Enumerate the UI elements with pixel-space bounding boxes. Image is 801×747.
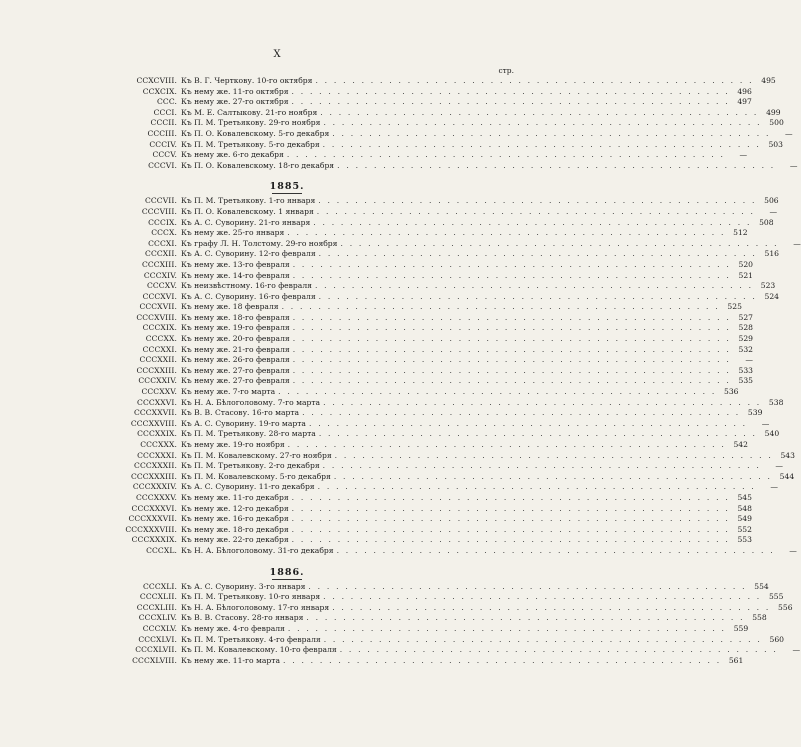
entry-number: CCCXL.: [146, 545, 177, 555]
entry-page: 556: [778, 602, 793, 612]
entry-page: 548: [737, 503, 752, 513]
entry-page: 525: [727, 302, 742, 312]
entry-title: Къ нему же. 7-го марта: [181, 387, 276, 397]
entry-page: 553: [737, 535, 752, 545]
page-number: X: [273, 49, 282, 60]
entry-title: Къ А. С. Суворину. 16-го февраля: [181, 291, 316, 301]
toc-entry: [60, 249, 779, 260]
entry-number: CCCXIX.: [142, 323, 177, 333]
entry-page: —: [789, 160, 798, 170]
dot-leader: . . . . . . . . . . . . . . . . . . . . . . . . . . . . . . . . . . . . . . . . . . . . . . . .: [292, 259, 732, 269]
dot-leader: . . . . . . . . . . . . . . . . . . . . . . . . . . . . . . . . . . . . . . . . . . . . . . . .: [322, 461, 761, 471]
entry-title: Къ нему же. 18-го декабря: [181, 524, 289, 534]
entry-page: 499: [766, 107, 781, 117]
entry-page: —: [761, 418, 770, 428]
dot-leader: . . . . . . . . . . . . . . . . . . . . . . . . . . . . . . . . . . . . . . . . . . . . . . . .: [323, 397, 762, 407]
entry-page: —: [769, 206, 778, 216]
entry-title: Къ нему же. 27-го февраля: [181, 376, 290, 386]
entry-number: CCCXIII.: [141, 259, 177, 269]
entry-title: Къ нему же. 16-го декабря: [181, 514, 289, 524]
entry-page: —: [793, 238, 801, 248]
toc-entry: [60, 97, 752, 108]
entry-title: Къ П. М. Третьякову. 28-го марта: [181, 429, 316, 439]
entry-number: CCCIV.: [149, 139, 177, 149]
entry-page: —: [785, 128, 793, 138]
entry-page: 561: [728, 655, 744, 665]
entry-page: 545: [737, 492, 752, 502]
entry-title: Къ П. М. Ковалевскому. 27-го ноября: [181, 450, 332, 460]
dot-leader: . . . . . . . . . . . . . . . . . . . . . . . . . . . . . . . . . . . . . . . . . . . . . . . .: [292, 334, 732, 344]
dot-leader: . . . . . . . . . . . . . . . . . . . . . . . . . . . . . . . . . . . . . . . . . . . . . . . .: [292, 355, 732, 365]
entry-number: CCCVIII.: [141, 206, 177, 216]
entry-number: CCCXLIII.: [136, 602, 177, 612]
entry-number: CCCXXXVI.: [131, 503, 177, 513]
entry-title: Къ нему же. 27-го февраля: [181, 365, 290, 375]
dot-leader: . . . . . . . . . . . . . . . . . . . . . . . . . . . . . . . . . . . . . . . . . . . . . . . .: [317, 482, 756, 492]
toc-entry: [60, 139, 783, 151]
entry-page: 536: [724, 387, 739, 397]
entry-number: CCCXLII.: [139, 592, 177, 602]
entry-page: 543: [780, 450, 795, 460]
dot-leader: . . . . . . . . . . . . . . . . . . . . . . . . . . . . . . . . . . . . . . . . . . . . . . . .: [286, 150, 726, 160]
entry-page: 528: [738, 323, 754, 333]
dot-leader: . . . . . . . . . . . . . . . . . . . . . . . . . . . . . . . . . . . . . . . . . . . . . . . .: [340, 238, 779, 248]
dot-leader: . . . . . . . . . . . . . . . . . . . . . . . . . . . . . . . . . . . . . . . . . . . . . . . .: [292, 376, 732, 386]
dot-leader: . . . . . . . . . . . . . . . . . . . . . . . . . . . . . . . . . . . . . . . . . . . . . . . .: [323, 634, 763, 644]
entry-title: Къ Н. А. Бѣлоголовому. 31-го декабря: [181, 545, 334, 555]
toc-entry: [60, 86, 752, 98]
toc-entry: [60, 429, 780, 440]
entry-title: Къ П. М. Третьякову. 4-го февраля: [181, 634, 321, 644]
toc-entry: [60, 365, 754, 377]
entry-page: 532: [738, 344, 754, 354]
entry-number: CCCXVII.: [139, 302, 177, 312]
entry-page: 558: [752, 613, 767, 623]
entry-title: Къ Н. А. Бѣлоголовому. 7-го марта: [181, 397, 321, 407]
dot-leader: . . . . . . . . . . . . . . . . . . . . . . . . . . . . . . . . . . . . . . . . . . . . . . . .: [291, 524, 730, 534]
entry-page: 512: [733, 228, 748, 238]
entry-page: 527: [738, 312, 754, 322]
entry-page: —: [792, 645, 801, 655]
entry-page: —: [789, 545, 797, 555]
entry-number: CCCXXXIII.: [130, 471, 177, 481]
dot-leader: . . . . . . . . . . . . . . . . . . . . . . . . . . . . . . . . . . . . . . . . . . . . . . . .: [316, 206, 756, 216]
dot-leader: . . . . . . . . . . . . . . . . . . . . . . . . . . . . . . . . . . . . . . . . . . . . . . . .: [336, 545, 775, 555]
year-heading: 1886.: [60, 562, 514, 582]
toc-entry: [60, 581, 769, 593]
entry-number: CCCXXXVII.: [128, 514, 177, 524]
entry-number: CCCXXV.: [141, 387, 177, 397]
entry-title: Къ П. О. Ковалевскому. 5-го декабря: [181, 128, 330, 138]
toc-entry: [60, 281, 776, 292]
entry-title: Къ П. О. Ковалевскому. 18-го декабря: [181, 160, 335, 170]
entry-number: CCCII.: [150, 118, 177, 128]
dot-leader: . . . . . . . . . . . . . . . . . . . . . . . . . . . . . . . . . . . . . . . . . . . . . . . .: [332, 128, 771, 138]
entry-title: Къ А. С. Суворину. 11-го декабря: [181, 482, 315, 492]
toc-entry: [60, 387, 739, 398]
dot-leader: . . . . . . . . . . . . . . . . . . . . . . . . . . . . . . . . . . . . . . . . . . . . . . . .: [318, 249, 757, 259]
entry-page: 539: [747, 408, 763, 418]
dot-leader: . . . . . . . . . . . . . . . . . . . . . . . . . . . . . . . . . . . . . . . . . . . . . . . .: [292, 312, 732, 322]
entry-page: 552: [737, 524, 752, 534]
entry-page: 549: [737, 514, 752, 524]
toc-entry: [60, 613, 767, 624]
entry-page: 516: [764, 249, 779, 259]
entry-number: CCCXI.: [148, 238, 177, 248]
dot-leader: . . . . . . . . . . . . . . . . . . . . . . . . . . . . . . . . . . . . . . . . . . . . . . . .: [291, 514, 730, 524]
toc-entry: [60, 196, 779, 207]
entry-number: CCCXXIX.: [137, 429, 177, 439]
entry-number: CCCVII.: [144, 196, 177, 206]
entry-page: 495: [761, 76, 776, 85]
entry-page: 540: [764, 429, 780, 439]
entry-page: 538: [768, 397, 784, 407]
toc-entry: [60, 418, 770, 430]
dot-leader: . . . . . . . . . . . . . . . . . . . . . . . . . . . . . . . . . . . . . . . . . . . . . . . .: [306, 613, 745, 623]
toc-entry: [60, 602, 793, 614]
entry-page: 544: [779, 471, 795, 481]
entry-page: 523: [760, 281, 776, 291]
dot-leader: . . . . . . . . . . . . . . . . . . . . . . . . . . . . . . . . . . . . . . . . . . . . . . . .: [283, 655, 722, 665]
dot-leader: . . . . . . . . . . . . . . . . . . . . . . . . . . . . . . . . . . . . . . . . . . . . . . . .: [318, 291, 757, 301]
entry-title: Къ П. О. Ковалевскому. 1 января: [181, 206, 314, 216]
toc-entry: [60, 312, 754, 324]
entry-page: 506: [764, 196, 779, 206]
entry-number: CCCI.: [153, 107, 177, 117]
toc-entry: [60, 524, 752, 536]
dot-leader: . . . . . . . . . . . . . . . . . . . . . . . . . . . . . . . . . . . . . . . . . . . . . . . .: [287, 228, 726, 238]
toc-entry: [60, 535, 752, 546]
dot-leader: . . . . . . . . . . . . . . . . . . . . . . . . . . . . . . . . . . . . . . . . . . . . . . . .: [315, 76, 754, 85]
dot-leader: . . . . . . . . . . . . . . . . . . . . . . . . . . . . . . . . . . . . . . . . . . . . . . . .: [287, 440, 726, 449]
toc-entry: [60, 118, 784, 129]
toc-entry: [60, 450, 795, 462]
toc-entry: [60, 107, 781, 119]
entry-page: 560: [769, 634, 785, 644]
toc-entry: [60, 623, 749, 635]
toc-entry: [60, 228, 748, 239]
entry-title: Къ нему же. 11-го марта: [181, 655, 280, 665]
entry-number: CCCXVIII.: [136, 312, 177, 322]
entry-number: CCCXXVIII.: [130, 418, 177, 428]
entry-title: Къ П. М. Третьякову. 1-го января: [181, 196, 316, 206]
entry-title: Къ А. С. Суворину. 21-го января: [181, 217, 311, 227]
dot-leader: . . . . . . . . . . . . . . . . . . . . . . . . . . . . . . . . . . . . . . . . . . . . . . . .: [320, 107, 759, 117]
toc-entry: [60, 217, 774, 229]
toc-entry: [60, 461, 783, 472]
entry-number: CCCXIV.: [143, 270, 177, 280]
entry-title: Къ нему же. 26-го февраля: [181, 355, 290, 365]
entry-number: CCCXXXII.: [134, 461, 177, 471]
toc-entry: [60, 206, 778, 218]
toc-entry: [60, 634, 785, 646]
entry-title: Къ Н. А. Бѣлоголовому. 17-го января: [181, 602, 330, 612]
entry-title: Къ П. М. Третьякову. 29-го ноября: [181, 118, 321, 128]
entry-title: Къ нему же. 21-го февраля: [181, 344, 290, 354]
entry-title: Къ В. Г. Черткову. 10-го октября: [181, 76, 313, 85]
dot-leader: . . . . . . . . . . . . . . . . . . . . . . . . . . . . . . . . . . . . . . . . . . . . . . . .: [278, 387, 717, 397]
entry-title: Къ неизвѣстному. 16-го февраля: [181, 281, 312, 291]
entry-number: CCCV.: [152, 150, 177, 160]
entry-title: Къ П. М. Третьякову. 2-го декабря: [181, 461, 320, 471]
entry-number: CCXCIX.: [142, 86, 177, 96]
entry-title: Къ В. В. Стасову. 16-го марта: [181, 408, 300, 418]
entry-number: CCCXLI.: [143, 581, 177, 591]
entry-number: CCCXLVII.: [135, 645, 177, 655]
entry-title: Къ нему же. 18 февраля: [181, 302, 279, 312]
entry-title: Къ нему же. 22-го декабря: [181, 535, 289, 545]
dot-leader: . . . . . . . . . . . . . . . . . . . . . . . . . . . . . . . . . . . . . . . . . . . . . . . .: [291, 492, 730, 502]
dot-leader: . . . . . . . . . . . . . . . . . . . . . . . . . . . . . . . . . . . . . . . . . . . . . . . .: [291, 86, 730, 96]
entry-page: 554: [754, 581, 769, 591]
toc-entry: [60, 323, 754, 334]
entry-page: 521: [738, 270, 754, 280]
dot-leader: . . . . . . . . . . . . . . . . . . . . . . . . . . . . . . . . . . . . . . . . . . . . . . . .: [287, 623, 727, 633]
dot-leader: . . . . . . . . . . . . . . . . . . . . . . . . . . . . . . . . . . . . . . . . . . . . . . . .: [308, 418, 748, 428]
entry-title: Къ П. М. Ковалевскому. 10-го февраля: [181, 645, 337, 655]
toc-entry: [60, 150, 748, 161]
table-of-contents: [60, 76, 801, 666]
dot-leader: . . . . . . . . . . . . . . . . . . . . . . . . . . . . . . . . . . . . . . . . . . . . . . . .: [332, 602, 771, 612]
entry-page: 542: [733, 440, 748, 449]
entry-title: Къ М. Е. Салтыкову. 21-го ноября: [181, 107, 318, 117]
entry-number: CCCXXXVIII.: [125, 524, 177, 534]
dot-leader: . . . . . . . . . . . . . . . . . . . . . . . . . . . . . . . . . . . . . . . . . . . . . . . .: [291, 503, 730, 513]
toc-entry: [60, 355, 754, 366]
entry-title: Къ нему же. 11-го декабря: [181, 492, 289, 502]
toc-entry: [60, 302, 742, 313]
dot-leader: . . . . . . . . . . . . . . . . . . . . . . . . . . . . . . . . . . . . . . . . . . . . . . . .: [292, 270, 732, 280]
toc-entry: [60, 291, 779, 303]
page-column-label: стр.: [498, 66, 514, 75]
toc-entry: [60, 376, 754, 387]
entry-number: CCCIII.: [147, 128, 177, 138]
entry-number: CCCXXI.: [142, 344, 177, 354]
entry-title: Къ нему же. 25-го января: [181, 228, 285, 238]
toc-entry: [60, 408, 763, 419]
entry-title: Къ нему же. 12-го декабря: [181, 503, 289, 513]
entry-page: —: [745, 355, 754, 365]
toc-entry: [60, 592, 784, 603]
dot-leader: . . . . . . . . . . . . . . . . . . . . . . . . . . . . . . . . . . . . . . . . . . . . . . . .: [292, 323, 732, 333]
dot-leader: . . . . . . . . . . . . . . . . . . . . . . . . . . . . . . . . . . . . . . . . . . . . . . . .: [302, 408, 741, 418]
entry-number: CCCXXXIV.: [132, 482, 177, 492]
entry-title: Къ нему же. 14-го февраля: [181, 270, 290, 280]
dot-leader: . . . . . . . . . . . . . . . . . . . . . . . . . . . . . . . . . . . . . . . . . . . . . . . .: [313, 217, 752, 227]
entry-number: CCCXV.: [146, 281, 177, 291]
entry-page: 503: [768, 139, 783, 149]
dot-leader: . . . . . . . . . . . . . . . . . . . . . . . . . . . . . . . . . . . . . . . . . . . . . . . .: [292, 344, 732, 354]
entry-number: CCCXLVIII.: [132, 655, 177, 665]
dot-leader: . . . . . . . . . . . . . . . . . . . . . . . . . . . . . . . . . . . . . . . . . . . . . . . .: [337, 160, 776, 170]
entry-number: CCCXXXIX.: [131, 535, 177, 545]
dot-leader: . . . . . . . . . . . . . . . . . . . . . . . . . . . . . . . . . . . . . . . . . . . . . . . .: [323, 592, 762, 602]
entry-page: 529: [738, 334, 754, 344]
entry-title: Къ нему же. 4-го февраля: [181, 623, 285, 633]
entry-page: 500: [769, 118, 784, 128]
toc-entry: [60, 440, 748, 451]
dot-leader: . . . . . . . . . . . . . . . . . . . . . . . . . . . . . . . . . . . . . . . . . . . . . . . .: [291, 97, 730, 107]
entry-title: Къ нему же. 20-го февраля: [181, 334, 290, 344]
entry-page: 559: [733, 623, 749, 633]
entry-number: CCCXXXI.: [137, 450, 177, 460]
toc-entry: [60, 492, 752, 504]
toc-entry: [60, 344, 754, 356]
entry-number: CCCXX.: [145, 334, 177, 344]
entry-number: CCCXXXV.: [135, 492, 177, 502]
entry-page: 524: [764, 291, 779, 301]
toc-entry: [60, 545, 797, 557]
entry-page: —: [739, 150, 748, 160]
toc-entry: [60, 160, 798, 172]
toc-entry: [60, 482, 778, 493]
toc-entry: [60, 238, 801, 250]
entry-number: CCCXLVI.: [138, 634, 177, 644]
entry-title: Къ нему же. 27-го октября: [181, 97, 289, 107]
toc-entry: [60, 514, 752, 525]
entry-page: 533: [738, 365, 754, 375]
entry-number: CCCXXIV.: [138, 376, 177, 386]
entry-title: Къ П. М. Третьякову. 10-го января: [181, 592, 321, 602]
toc-entry: [60, 128, 793, 140]
entry-number: CCCVI.: [148, 160, 177, 170]
dot-leader: . . . . . . . . . . . . . . . . . . . . . . . . . . . . . . . . . . . . . . . . . . . . . . . .: [323, 118, 762, 128]
entry-title: Къ нему же. 11-го октября: [181, 86, 289, 96]
entry-number: CCC.: [157, 97, 177, 107]
dot-leader: . . . . . . . . . . . . . . . . . . . . . . . . . . . . . . . . . . . . . . . . . . . . . . . .: [281, 302, 720, 312]
entry-number: CCCXLV.: [142, 623, 177, 633]
entry-title: Къ А. С. Суворину. 12-го февраля: [181, 249, 316, 259]
entry-page: 496: [737, 86, 752, 96]
entry-title: Къ А. С. Суворину. 3-го января: [181, 581, 306, 591]
entry-page: —: [775, 461, 783, 471]
dot-leader: . . . . . . . . . . . . . . . . . . . . . . . . . . . . . . . . . . . . . . . . . . . . . . . .: [334, 450, 773, 460]
year-heading: 1885.: [60, 176, 514, 196]
toc-entry: [60, 259, 754, 271]
dot-leader: . . . . . . . . . . . . . . . . . . . . . . . . . . . . . . . . . . . . . . . . . . . . . . . .: [333, 471, 773, 481]
entry-number: CCCXXIII.: [136, 365, 177, 375]
entry-number: CCCIX.: [148, 217, 177, 227]
entry-title: Къ нему же. 6-го декабря: [181, 150, 284, 160]
entry-page: 508: [759, 217, 774, 227]
dot-leader: . . . . . . . . . . . . . . . . . . . . . . . . . . . . . . . . . . . . . . . . . . . . . . . .: [318, 429, 758, 439]
entry-number: CCCXXII.: [139, 355, 177, 365]
dot-leader: . . . . . . . . . . . . . . . . . . . . . . . . . . . . . . . . . . . . . . . . . . . . . . . .: [339, 645, 779, 655]
entry-title: Къ нему же. 18-го февраля: [181, 312, 290, 322]
dot-leader: . . . . . . . . . . . . . . . . . . . . . . . . . . . . . . . . . . . . . . . . . . . . . . . .: [314, 281, 754, 291]
dot-leader: . . . . . . . . . . . . . . . . . . . . . . . . . . . . . . . . . . . . . . . . . . . . . . . .: [292, 365, 732, 375]
entry-number: CCXCVIII.: [136, 76, 177, 85]
entry-page: 555: [768, 592, 784, 602]
toc-entry: [60, 270, 754, 282]
toc-entry: [60, 471, 795, 483]
dot-leader: . . . . . . . . . . . . . . . . . . . . . . . . . . . . . . . . . . . . . . . . . . . . . . . .: [291, 535, 730, 545]
entry-title: Къ П. М. Третьякову. 5-го декабря: [181, 139, 320, 149]
entry-page: —: [770, 482, 778, 492]
toc-entry: [60, 76, 776, 87]
entry-number: CCCXXVII.: [133, 408, 177, 418]
dot-leader: . . . . . . . . . . . . . . . . . . . . . . . . . . . . . . . . . . . . . . . . . . . . . . . .: [318, 196, 757, 206]
entry-title: Къ нему же. 19-го февраля: [181, 323, 290, 333]
entry-number: CCCXVI.: [142, 291, 177, 301]
toc-entry: [60, 334, 754, 345]
entry-page: 535: [738, 376, 754, 386]
entry-title: Къ нему же. 13-го февраля: [181, 259, 290, 269]
entry-title: Къ А. С. Суворину. 19-го марта: [181, 418, 306, 428]
toc-entry: [60, 397, 784, 409]
entry-title: Къ В. В. Стасову. 28-го января: [181, 613, 304, 623]
entry-number: CCCXXX.: [140, 440, 177, 449]
toc-entry: [60, 503, 752, 515]
toc-entry: [60, 655, 744, 667]
entry-title: Къ графу Л. Н. Толстому. 29-го ноября: [181, 238, 338, 248]
entry-page: 497: [737, 97, 752, 107]
entry-number: CCCXII.: [145, 249, 177, 259]
dot-leader: . . . . . . . . . . . . . . . . . . . . . . . . . . . . . . . . . . . . . . . . . . . . . . . .: [308, 581, 747, 591]
entry-number: CCCX.: [151, 228, 177, 238]
entry-page: 520: [738, 259, 754, 269]
entry-title: Къ П. М. Ковалевскому. 5-го декабря: [181, 471, 331, 481]
entry-title: Къ нему же. 19-го ноября: [181, 440, 285, 449]
entry-number: CCCXLIV.: [138, 613, 177, 623]
entry-number: CCCXXVI.: [137, 397, 177, 407]
dot-leader: . . . . . . . . . . . . . . . . . . . . . . . . . . . . . . . . . . . . . . . . . . . . . . . .: [322, 139, 761, 149]
toc-entry: [60, 645, 801, 656]
